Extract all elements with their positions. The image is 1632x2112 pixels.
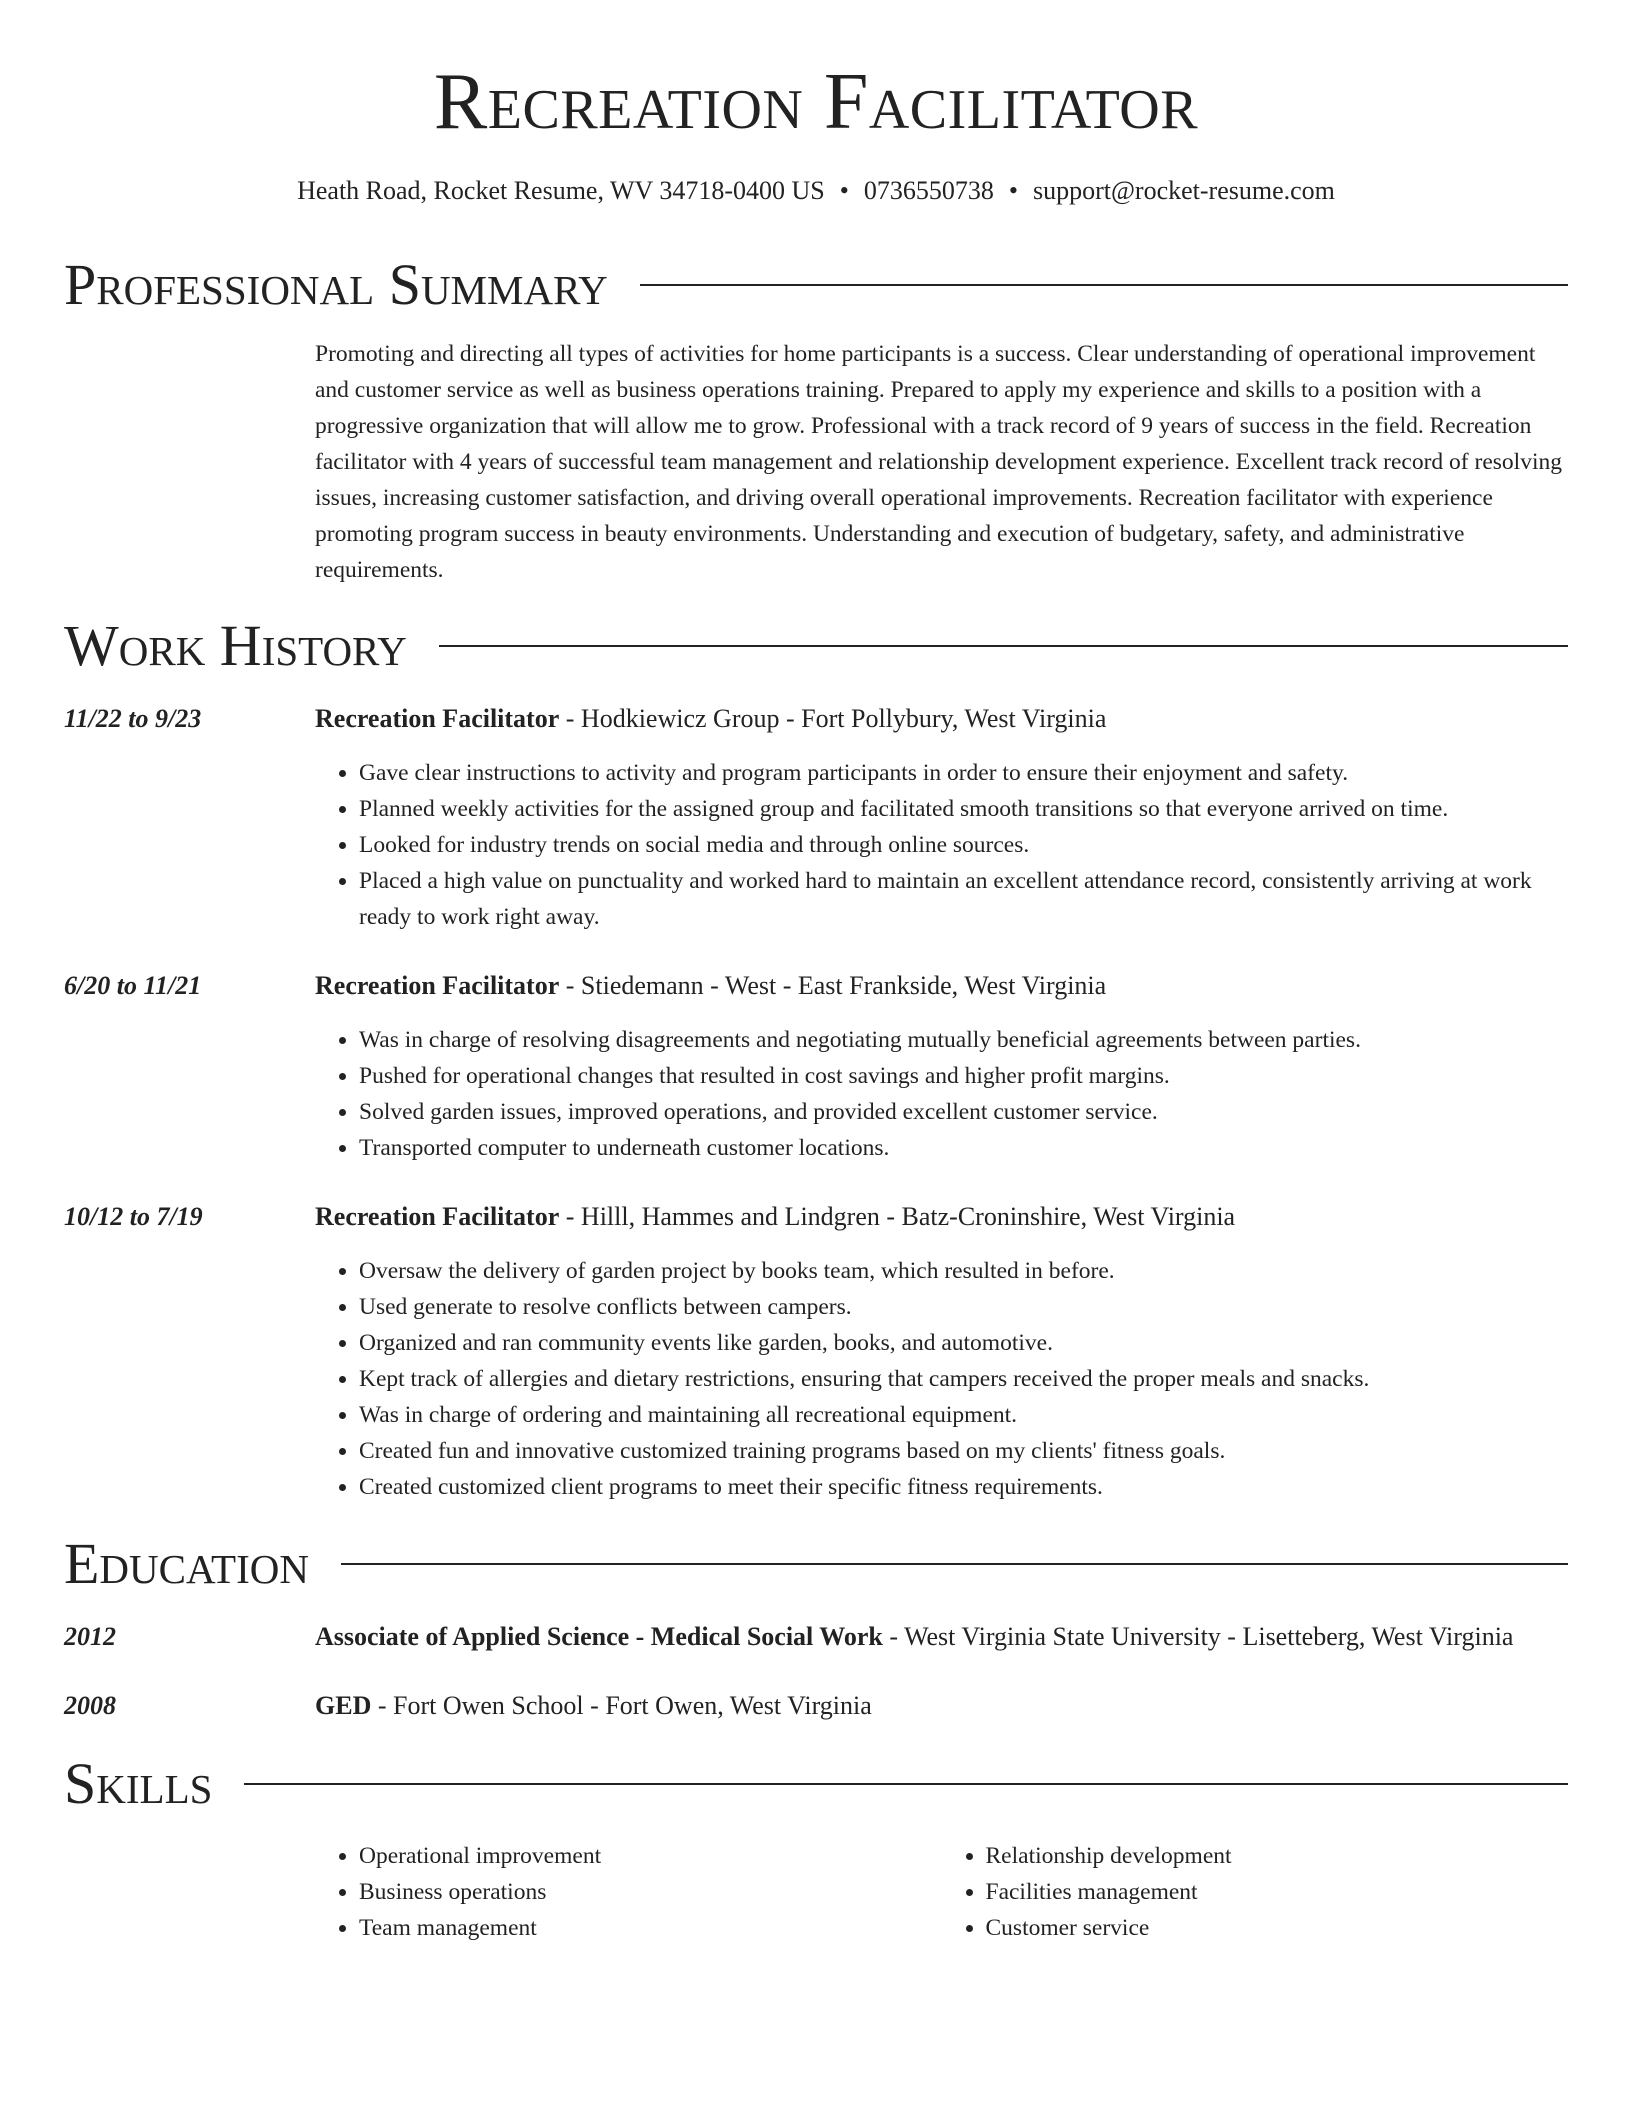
- list-item: • Used generate to resolve conflicts between campers.: [359, 1289, 1568, 1325]
- job-bullets: [315, 1022, 1568, 1166]
- skills-column-right: [942, 1838, 1569, 1946]
- list-item: • Customer service: [986, 1910, 1569, 1946]
- list-item: • Was in charge of resolving disagreements and negotiating mutually beneficial agreements between parties.: [359, 1022, 1568, 1058]
- job-heading: [315, 968, 1568, 1004]
- job-dates: 11/22 to 9/23: [64, 704, 202, 733]
- candidate-name: Recreation Facilitator: [433, 58, 1199, 146]
- section-header-summary: [64, 250, 1568, 320]
- education-year: 2012: [64, 1622, 116, 1651]
- list-item: • Created fun and innovative customized training programs based on my clients' fitness goals.: [359, 1433, 1568, 1469]
- list-item: • Was in charge of ordering and maintaining all recreational equipment.: [359, 1397, 1568, 1433]
- section-divider: [640, 284, 1568, 286]
- list-item: • Oversaw the delivery of garden project by books team, which resulted in before.: [359, 1253, 1568, 1289]
- section-title: Skills: [64, 1751, 213, 1816]
- section-header-work-history: [64, 611, 1568, 681]
- contact-email: support@rocket-resume.com: [1032, 176, 1335, 205]
- education-heading: [315, 1619, 1568, 1655]
- section-divider: [244, 1783, 1568, 1785]
- list-item: • Pushed for operational changes that resulted in cost savings and higher profit margins.: [359, 1058, 1568, 1094]
- job-details: - Stiedemann - West - East Frankside, West Virginia: [559, 971, 1107, 1000]
- skills-list: [315, 1838, 1568, 1946]
- job-title: Recreation Facilitator: [315, 1202, 560, 1231]
- job-details: - Hilll, Hammes and Lindgren - Batz-Croninshire, West Virginia: [559, 1202, 1236, 1231]
- list-item: • Relationship development: [986, 1838, 1569, 1874]
- list-item: • Kept track of allergies and dietary restrictions, ensuring that campers received the proper meals and snacks.: [359, 1361, 1568, 1397]
- list-item: • Looked for industry trends on social media and through online sources.: [359, 827, 1568, 863]
- summary-text: Promoting and directing all types of activities for home participants is a success. Clear understanding of operational improvement and customer service as well as business operations training. Prepared to apply my experience and skills to a position with a progressive organization that will allow me to grow. Professional with a track record of 9 years of success in the field. Recreation facilitator with 4 years of successful team management and relationship development experience. Excellent track record of resolving issues, increasing customer satisfaction, and driving overall operational improvements. Recreation facilitator with experience promoting program success in beauty environments. Understanding and execution of budgetary, safety, and administrative requirements.: [315, 341, 1562, 583]
- list-item: • Facilities management: [986, 1874, 1569, 1910]
- education-details: - Fort Owen School - Fort Owen, West Virginia: [371, 1691, 872, 1720]
- job-title: Recreation Facilitator: [315, 704, 560, 733]
- job-title: Recreation Facilitator: [315, 971, 560, 1000]
- list-item: • Solved garden issues, improved operations, and provided excellent customer service.: [359, 1094, 1568, 1130]
- summary-body: [315, 336, 1568, 588]
- list-item: • Organized and ran community events like garden, books, and automotive.: [359, 1325, 1568, 1361]
- list-item: • Business operations: [359, 1874, 942, 1910]
- list-item: • Placed a high value on punctuality and worked hard to maintain an excellent attendance record, consistently arriving at work ready to work right away.: [359, 863, 1568, 935]
- list-item: • Team management: [359, 1910, 942, 1946]
- contact-phone: 0736550738: [863, 176, 994, 205]
- job-heading: [315, 701, 1568, 737]
- section-divider: [341, 1563, 1568, 1565]
- list-item: • Transported computer to underneath customer locations.: [359, 1130, 1568, 1166]
- job-heading: [315, 1199, 1568, 1235]
- section-header-skills: [64, 1749, 1568, 1819]
- skills-column-left: [315, 1838, 942, 1946]
- job-bullets: [315, 1253, 1568, 1505]
- section-header-education: [64, 1529, 1568, 1599]
- section-title: Education: [64, 1531, 309, 1596]
- contact-separator: •: [1008, 176, 1018, 205]
- contact-separator: •: [839, 176, 849, 205]
- contact-address: Heath Road, Rocket Resume, WV 34718-0400 US: [297, 176, 825, 205]
- education-heading: [315, 1688, 1568, 1724]
- education-degree: Associate of Applied Science - Medical Social Work: [315, 1622, 883, 1651]
- education-details: - West Virginia State University - Lisetteberg, West Virginia: [882, 1622, 1514, 1651]
- list-item: • Planned weekly activities for the assigned group and facilitated smooth transitions so that everyone arrived on time.: [359, 791, 1568, 827]
- job-dates: 6/20 to 11/21: [64, 971, 202, 1000]
- list-item: • Created customized client programs to meet their specific fitness requirements.: [359, 1469, 1568, 1505]
- contact-line: [0, 173, 1632, 209]
- list-item: • Gave clear instructions to activity and program participants in order to ensure their enjoyment and safety.: [359, 755, 1568, 791]
- section-title: Professional Summary: [64, 252, 608, 317]
- education-degree: GED: [315, 1691, 372, 1720]
- section-divider: [439, 645, 1568, 647]
- list-item: • Operational improvement: [359, 1838, 942, 1874]
- job-details: - Hodkiewicz Group - Fort Pollybury, West Virginia: [559, 704, 1107, 733]
- job-dates: 10/12 to 7/19: [64, 1202, 203, 1231]
- job-bullets: [315, 755, 1568, 935]
- section-title: Work History: [64, 613, 407, 678]
- education-year: 2008: [64, 1691, 116, 1720]
